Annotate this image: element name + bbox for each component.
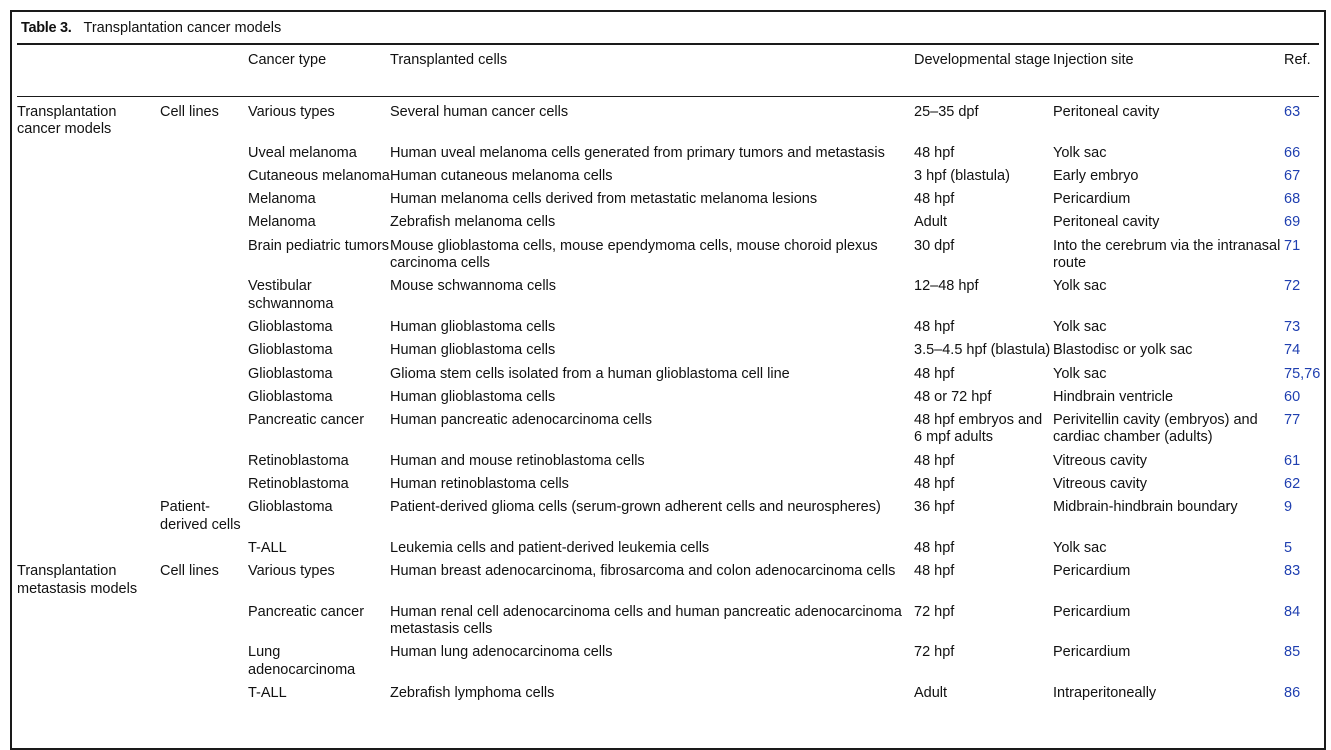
cell-ref[interactable]: 73 [1284, 318, 1301, 335]
cell-cancer-type: Various types [248, 104, 335, 120]
cell-transplanted-cells: Several human cancer cells [390, 104, 569, 120]
cell-source [160, 360, 248, 383]
cell-cancer-type: Pancreatic cancer [248, 603, 365, 620]
cell-injection-site: Blastodisc or yolk sac [1053, 342, 1193, 359]
cell-ref[interactable]: 85 [1284, 644, 1301, 661]
cell-ref[interactable]: 60 [1284, 388, 1301, 405]
header-ref: Ref. [1284, 52, 1311, 68]
cell-transplanted-cells: Human glioblastoma cells [390, 318, 556, 335]
cell-ref[interactable]: 84 [1284, 603, 1301, 620]
cell-group [17, 208, 160, 231]
cell-developmental-stage: 48 hpf [914, 452, 955, 469]
cell-cancer-type: Glioblastoma [248, 365, 333, 382]
cell-developmental-stage: 48 or 72 hpf [914, 388, 992, 405]
cell-injection-site: Into the cerebrum via the intranasal route [1053, 237, 1281, 272]
cell-transplanted-cells: Zebrafish melanoma cells [390, 214, 556, 231]
cell-group [17, 383, 160, 406]
cell-cancer-type: Melanoma [248, 214, 316, 231]
cell-injection-site: Early embryo [1053, 167, 1139, 184]
cell-injection-site: Pericardium [1053, 563, 1131, 580]
cell-source [160, 208, 248, 231]
cell-group [17, 447, 160, 470]
cell-injection-site: Pericardium [1053, 603, 1131, 620]
cell-source [160, 638, 248, 679]
table-frame [10, 10, 1326, 750]
table-row [17, 493, 1322, 534]
table-row [17, 232, 1322, 273]
cell-ref[interactable]: 77 [1284, 412, 1301, 429]
cell-source [160, 232, 248, 273]
cell-cancer-type: T-ALL [248, 539, 287, 556]
cell-ref[interactable]: 61 [1284, 452, 1301, 469]
table-row [17, 139, 1322, 162]
cell-transplanted-cells: Human and mouse retinoblastoma cells [390, 452, 645, 469]
cell-source [160, 470, 248, 493]
cell-group [17, 679, 160, 702]
header-developmental-stage: Developmental stage [914, 52, 1051, 68]
header-transplanted-cells: Transplanted cells [390, 52, 508, 68]
cell-ref[interactable]: 66 [1284, 144, 1301, 161]
cell-transplanted-cells: Leukemia cells and patient-derived leukemia cells [390, 539, 710, 556]
cell-source: Cell lines [160, 104, 219, 120]
cell-injection-site: Pericardium [1053, 644, 1131, 661]
cell-developmental-stage: 30 dpf [914, 237, 955, 254]
cell-injection-site: Yolk sac [1053, 278, 1107, 295]
cell-cancer-type: Pancreatic cancer [248, 412, 365, 429]
cell-ref[interactable]: 75,76 [1284, 365, 1321, 382]
cell-source [160, 185, 248, 208]
cell-source: Patient-derived cells [160, 499, 241, 533]
cell-developmental-stage: 36 hpf [914, 499, 955, 516]
cell-injection-site: Intraperitoneally [1053, 685, 1157, 702]
table-row [17, 638, 1322, 679]
cell-group: Transplantation metastasis models [17, 563, 138, 597]
cell-injection-site: Perivitellin cavity (embryos) and cardiac chamber (adults) [1053, 412, 1258, 446]
cell-cancer-type: Glioblastoma [248, 499, 333, 516]
cell-cancer-type: Various types [248, 563, 335, 580]
cell-ref[interactable]: 83 [1284, 563, 1301, 580]
header-source [160, 52, 248, 98]
cell-source [160, 336, 248, 359]
cell-transplanted-cells: Human glioblastoma cells [390, 388, 556, 405]
cell-injection-site: Yolk sac [1053, 318, 1107, 335]
cell-group [17, 534, 160, 557]
cell-cancer-type: Glioblastoma [248, 342, 333, 359]
cell-group [17, 232, 160, 273]
cell-injection-site: Hindbrain ventricle [1053, 388, 1174, 405]
header-cancer-type: Cancer type [248, 52, 327, 68]
table-row [17, 447, 1322, 470]
cell-transplanted-cells: Human breast adenocarcinoma, fibrosarcoma and colon adenocarcinoma cells [390, 563, 896, 580]
cell-transplanted-cells: Human uveal melanoma cells generated from primary tumors and metastasis [390, 144, 885, 161]
cell-group [17, 272, 160, 313]
cell-transplanted-cells: Human retinoblastoma cells [390, 476, 569, 493]
cell-cancer-type: Melanoma [248, 191, 316, 208]
cell-transplanted-cells: Human glioblastoma cells [390, 342, 556, 359]
cell-developmental-stage: 48 hpf embryos and 6 mpf adults [914, 412, 1043, 446]
cell-cancer-type: Brain pediatric tumors [248, 237, 390, 254]
cell-developmental-stage: Adult [914, 214, 948, 231]
cell-group: Transplantation cancer models [17, 104, 117, 138]
cell-cancer-type: Cutaneous melanoma [248, 167, 390, 184]
cell-ref[interactable]: 86 [1284, 685, 1301, 702]
cell-transplanted-cells: Patient-derived glioma cells (serum-grown adherent cells and neurospheres) [390, 499, 881, 516]
cell-ref[interactable]: 67 [1284, 167, 1301, 184]
cell-developmental-stage: 12–48 hpf [914, 278, 979, 295]
cell-source [160, 679, 248, 702]
cell-cancer-type: Uveal melanoma [248, 144, 357, 161]
cell-group [17, 336, 160, 359]
cell-transplanted-cells: Mouse glioblastoma cells, mouse ependymoma cells, mouse choroid plexus carcinoma cells [390, 237, 878, 272]
cell-source [160, 162, 248, 185]
table-row [17, 272, 1322, 313]
cell-transplanted-cells: Mouse schwannoma cells [390, 278, 557, 295]
top-rule [17, 43, 1319, 45]
cell-developmental-stage: 48 hpf [914, 365, 955, 382]
cell-group [17, 162, 160, 185]
cell-ref[interactable]: 63 [1284, 104, 1301, 120]
cell-source [160, 272, 248, 313]
cell-group [17, 139, 160, 162]
table-row [17, 406, 1322, 447]
cell-cancer-type: Lung adenocarcinoma [248, 644, 356, 678]
cell-injection-site: Vitreous cavity [1053, 476, 1148, 493]
cell-group [17, 360, 160, 383]
cell-developmental-stage: 72 hpf [914, 644, 955, 661]
table-row [17, 208, 1322, 231]
cell-ref[interactable]: 68 [1284, 191, 1301, 208]
table-row [17, 185, 1322, 208]
cell-source [160, 447, 248, 470]
cell-developmental-stage: 48 hpf [914, 539, 955, 556]
cell-group [17, 313, 160, 336]
cell-source: Cell lines [160, 563, 219, 580]
cell-ref[interactable]: 9 [1284, 499, 1293, 516]
cell-source [160, 534, 248, 557]
table-caption [21, 19, 281, 37]
cell-group [17, 638, 160, 679]
cell-developmental-stage: 72 hpf [914, 603, 955, 620]
cell-source [160, 383, 248, 406]
cell-cancer-type: Glioblastoma [248, 388, 333, 405]
cell-group [17, 493, 160, 534]
table-title: Transplantation cancer models [83, 20, 282, 36]
table-body [17, 98, 1322, 702]
cell-developmental-stage: 3.5–4.5 hpf (blastula) [914, 342, 1051, 359]
table-row [17, 336, 1322, 359]
cell-injection-site: Midbrain-hindbrain boundary [1053, 499, 1238, 516]
header-group [17, 52, 160, 98]
table-row [17, 313, 1322, 336]
cell-source [160, 139, 248, 162]
cell-ref[interactable]: 62 [1284, 476, 1301, 493]
cell-ref[interactable]: 74 [1284, 342, 1301, 359]
cell-group [17, 470, 160, 493]
cell-cancer-type: Retinoblastoma [248, 452, 349, 469]
cell-cancer-type: Retinoblastoma [248, 476, 349, 493]
cell-developmental-stage: 25–35 dpf [914, 104, 979, 120]
cell-injection-site: Peritoneal cavity [1053, 104, 1160, 120]
cell-developmental-stage: 48 hpf [914, 563, 955, 580]
cell-transplanted-cells: Human cutaneous melanoma cells [390, 167, 613, 184]
cell-group [17, 406, 160, 447]
cell-injection-site: Yolk sac [1053, 365, 1107, 382]
cell-source [160, 406, 248, 447]
table-row [17, 557, 1322, 598]
table-row [17, 679, 1322, 702]
table-row [17, 98, 1322, 139]
cell-injection-site: Yolk sac [1053, 144, 1107, 161]
cell-developmental-stage: 48 hpf [914, 476, 955, 493]
cell-developmental-stage: Adult [914, 685, 948, 702]
cell-developmental-stage: 48 hpf [914, 191, 955, 208]
table-label: Table 3. [21, 20, 72, 36]
cell-ref[interactable]: 69 [1284, 214, 1301, 231]
cell-transplanted-cells: Zebrafish lymphoma cells [390, 685, 555, 702]
cell-ref[interactable]: 5 [1284, 539, 1293, 556]
table-row [17, 383, 1322, 406]
models-table [17, 52, 1322, 702]
cell-source [160, 598, 248, 639]
cell-transplanted-cells: Human melanoma cells derived from metastatic melanoma lesions [390, 191, 818, 208]
cell-ref[interactable]: 72 [1284, 278, 1301, 295]
cell-transplanted-cells: Human pancreatic adenocarcinoma cells [390, 412, 652, 429]
header-injection-site: Injection site [1053, 52, 1134, 68]
cell-injection-site: Vitreous cavity [1053, 452, 1148, 469]
cell-cancer-type: Vestibular schwannoma [248, 278, 334, 312]
table-row [17, 534, 1322, 557]
cell-ref[interactable]: 71 [1284, 237, 1301, 254]
cell-developmental-stage: 48 hpf [914, 318, 955, 335]
cell-group [17, 185, 160, 208]
cell-injection-site: Pericardium [1053, 191, 1131, 208]
table-row [17, 360, 1322, 383]
header-row [17, 52, 1322, 98]
table-row [17, 162, 1322, 185]
cell-transplanted-cells: Glioma stem cells isolated from a human glioblastoma cell line [390, 365, 790, 382]
cell-injection-site: Yolk sac [1053, 539, 1107, 556]
cell-source [160, 313, 248, 336]
table-row [17, 598, 1322, 639]
table-row [17, 470, 1322, 493]
cell-developmental-stage: 48 hpf [914, 144, 955, 161]
cell-developmental-stage: 3 hpf (blastula) [914, 167, 1010, 184]
cell-cancer-type: Glioblastoma [248, 318, 333, 335]
cell-injection-site: Peritoneal cavity [1053, 214, 1160, 231]
cell-transplanted-cells: Human lung adenocarcinoma cells [390, 644, 613, 661]
cell-group [17, 598, 160, 639]
cell-cancer-type: T-ALL [248, 685, 287, 702]
cell-transplanted-cells: Human renal cell adenocarcinoma cells and human pancreatic adenocarcinoma metastasis cells [390, 603, 902, 638]
